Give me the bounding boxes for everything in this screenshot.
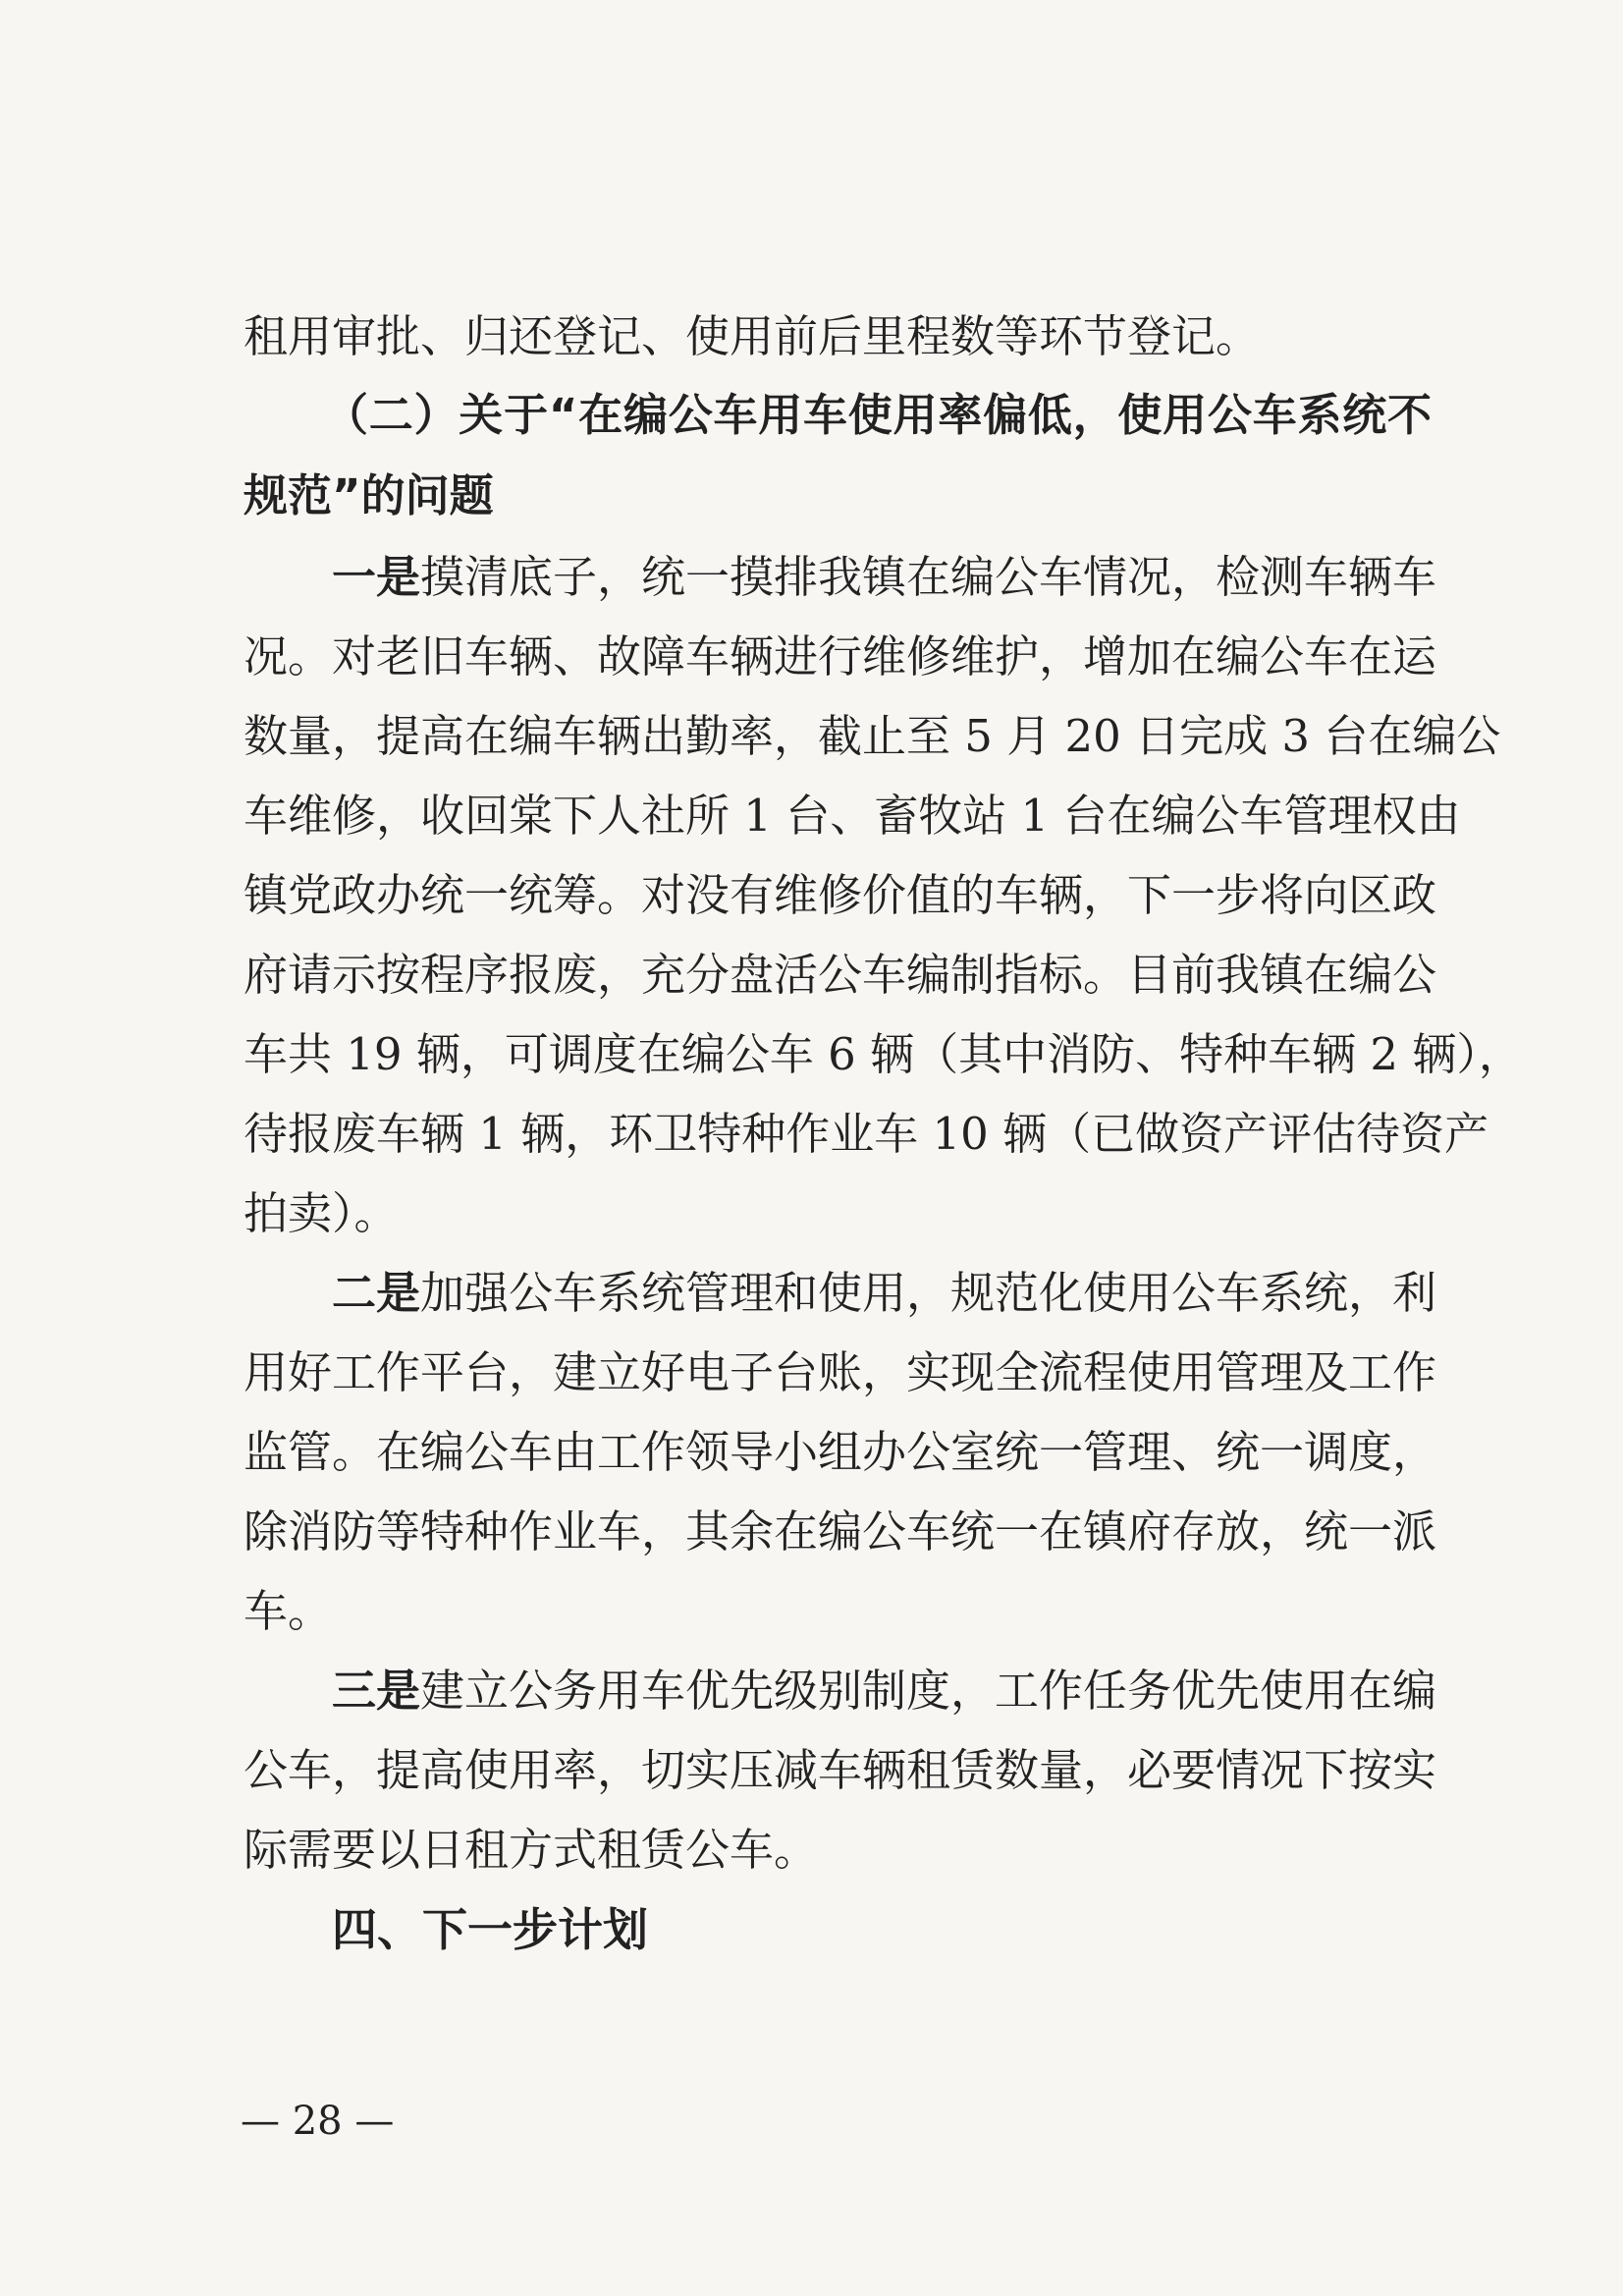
- item-1-text: 摸清底子，统一摸排我镇在编公车情况，检测车辆车: [420, 551, 1437, 603]
- item-1-line-3: 数量，提高在编车辆出勤率，截止至 5 月 20 日完成 3 台在编公: [243, 710, 1501, 762]
- item-3-text: 建立公务用车优先级别制度，工作任务优先使用在编: [420, 1665, 1437, 1717]
- item-2-lead: 二是: [332, 1267, 421, 1319]
- item-2-line-5: 车。: [243, 1585, 333, 1637]
- section-4-title: 四、下一步计划: [332, 1903, 648, 1956]
- item-1-lead: 一是: [332, 551, 421, 603]
- section-2-title-line-2: 规范”的问题: [243, 469, 494, 521]
- item-1-line-7: 车共 19 辆，可调度在编公车 6 辆（其中消防、特种车辆 2 辆），: [243, 1028, 1523, 1080]
- item-2-line-4: 除消防等特种作业车，其余在编公车统一在镇府存放，统一派: [243, 1505, 1437, 1558]
- item-1-line-6: 府请示按程序报废，充分盘活公车编制指标。目前我镇在编公: [243, 949, 1437, 1001]
- item-2-line-3: 监管。在编公车由工作领导小组办公室统一管理、统一调度，: [243, 1426, 1437, 1478]
- item-2-line-2: 用好工作平台，建立好电子台账，实现全流程使用管理及工作: [243, 1346, 1437, 1398]
- page-number: — 28 —: [241, 2099, 395, 2144]
- item-1-line-9: 拍卖）。: [243, 1187, 399, 1239]
- item-1-line-5: 镇党政办统一统筹。对没有维修价值的车辆，下一步将向区政: [243, 869, 1437, 921]
- item-2-text: 加强公车系统管理和使用，规范化使用公车系统，利: [420, 1267, 1437, 1319]
- item-2-line-1: [332, 1264, 1437, 1323]
- paragraph-continuation: 租用审批、归还登记、使用前后里程数等环节登记。: [243, 310, 1261, 362]
- item-1-line-2: 况。对老旧车辆、故障车辆进行维修维护，增加在编公车在运: [243, 630, 1437, 683]
- item-3-line-2: 公车，提高使用率，切实压减车辆租赁数量，必要情况下按实: [243, 1744, 1437, 1796]
- item-1-line-8: 待报废车辆 1 辆，环卫特种作业车 10 辆（已做资产评估待资产: [243, 1108, 1489, 1160]
- section-2-title-line-1: （二）关于“在编公车用车使用率偏低，使用公车系统不: [324, 389, 1432, 441]
- item-3-lead: 三是: [332, 1665, 421, 1717]
- item-3-line-3: 际需要以日租方式租赁公车。: [243, 1824, 819, 1876]
- item-1-line-1: [332, 548, 1437, 607]
- item-3-line-1: [332, 1662, 1437, 1721]
- item-1-line-4: 车维修，收回棠下人社所 1 台、畜牧站 1 台在编公车管理权由: [243, 790, 1461, 842]
